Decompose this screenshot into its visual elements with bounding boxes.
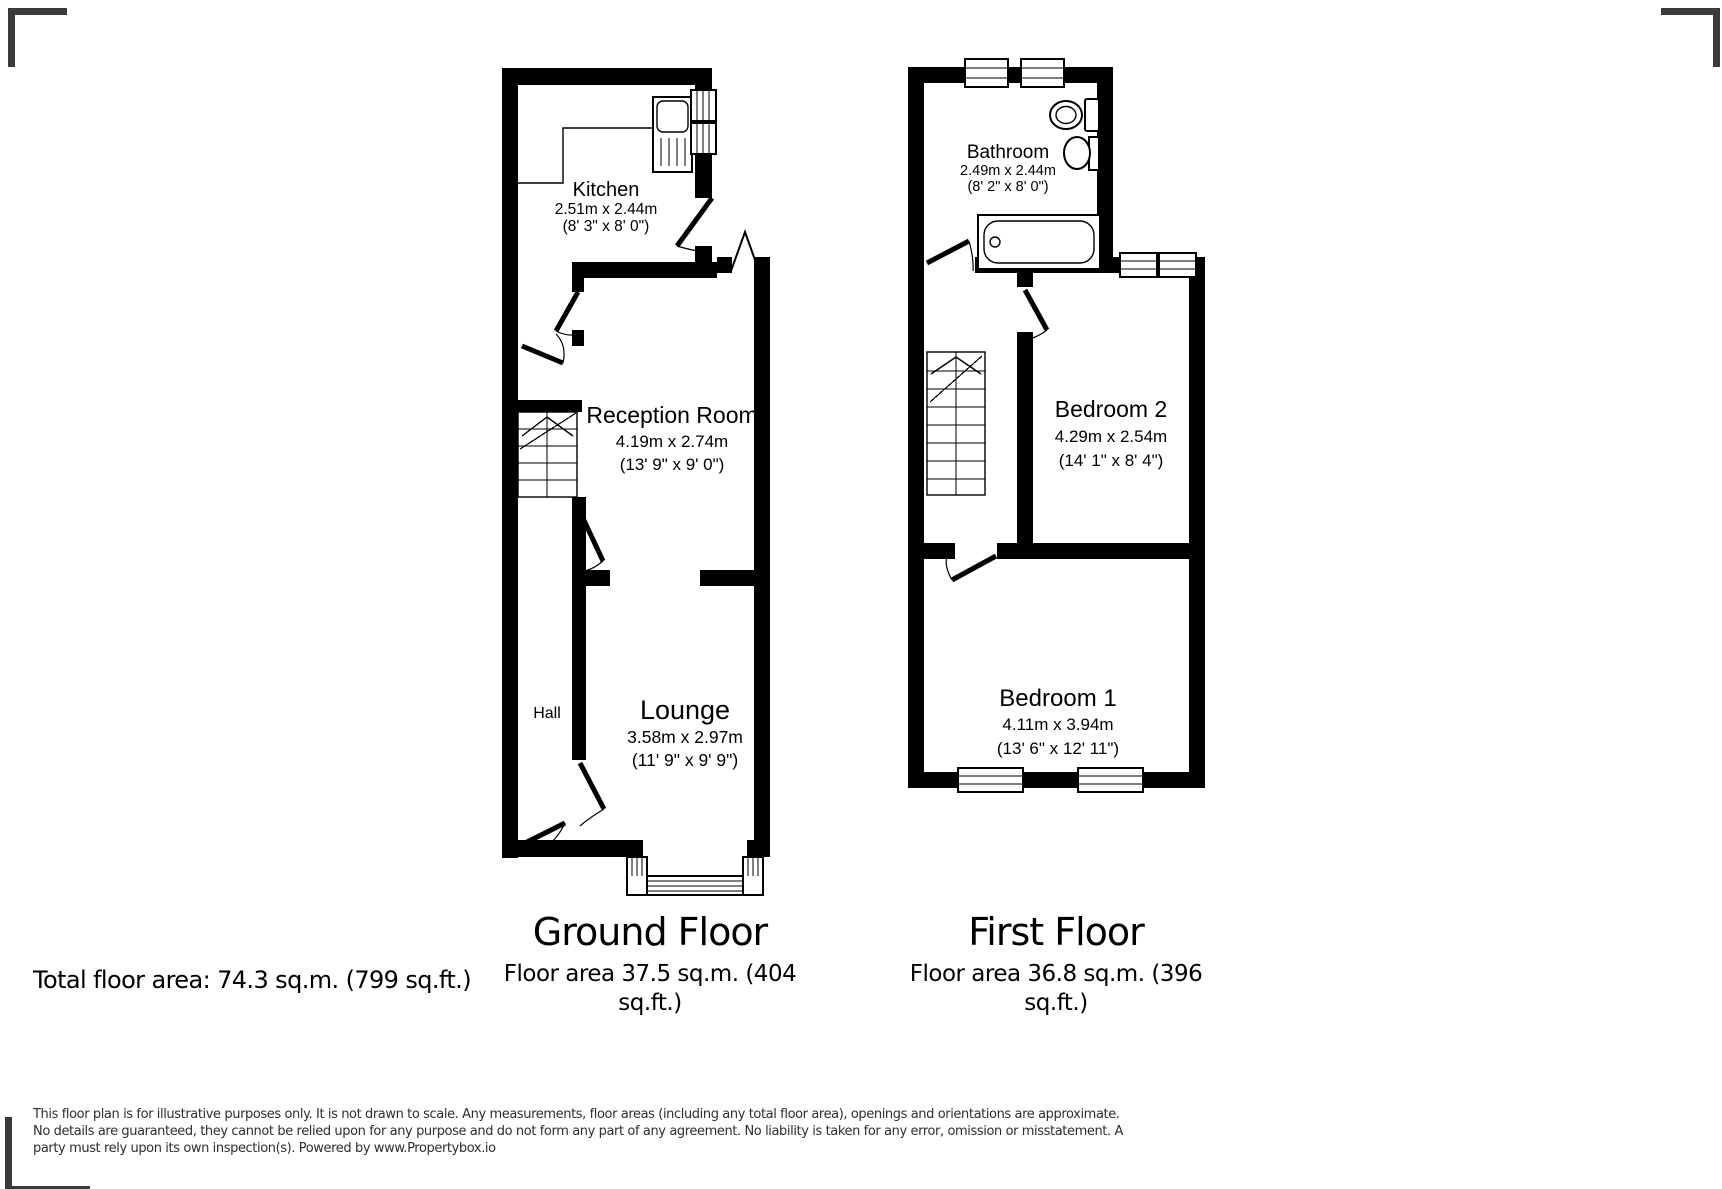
- kitchen-door: [677, 198, 712, 251]
- lounge-door: [580, 763, 604, 826]
- svg-text:Reception Room: Reception Room: [586, 402, 758, 428]
- svg-text:(13' 6" x 12' 11"): (13' 6" x 12' 11"): [996, 739, 1120, 758]
- bathroom-door: [927, 241, 973, 271]
- room-label-reception: [586, 402, 757, 474]
- room-label-bathroom: [960, 142, 1056, 195]
- reception-door-upper: [556, 292, 581, 335]
- room-label-hall: Hall: [533, 705, 561, 722]
- disclaimer-text: This floor plan is for illustrative purposes only. It is not drawn to scale. Any measurements, floor areas (including any total floor area), openings and orientations are approximate. No details are guaranteed, they cannot be relied upon for any purpose and do not form any part of any agreement. No liability is taken for any error, omission or misstatement. A party must rely upon its own inspection(s). Powered by www.Propertybox.io: [33, 1107, 1123, 1156]
- svg-text:4.19m x 2.74m: 4.19m x 2.74m: [615, 432, 729, 451]
- bathtub: [978, 215, 1100, 269]
- staircase-ground: [518, 412, 577, 497]
- kitchen-window: [691, 90, 716, 154]
- bay-window: [627, 857, 763, 895]
- kitchen-counter: [518, 128, 653, 183]
- bedroom2-door: [1025, 290, 1047, 339]
- staircase-first: [927, 352, 985, 495]
- svg-text:2.51m x 2.44m: 2.51m x 2.44m: [554, 201, 658, 218]
- toilet: [1050, 99, 1099, 131]
- svg-text:(8' 3" x 8' 0"): (8' 3" x 8' 0"): [562, 218, 650, 235]
- kitchen-sink: [653, 97, 692, 172]
- ground-floor-area: Floor area 37.5 sq.m. (404 sq.ft.): [503, 961, 797, 1016]
- total-floor-area: Total floor area: 74.3 sq.m. (799 sq.ft.): [33, 966, 471, 994]
- first-floor-plan: [908, 59, 1205, 792]
- svg-text:(13' 9" x 9' 0"): (13' 9" x 9' 0"): [619, 455, 725, 474]
- svg-text:4.29m x 2.54m: 4.29m x 2.54m: [1054, 427, 1168, 446]
- svg-text:Lounge: Lounge: [639, 695, 731, 725]
- svg-text:Bathroom: Bathroom: [966, 142, 1050, 163]
- room-label-lounge: [627, 695, 743, 770]
- room-label-bedroom2: [1055, 396, 1168, 470]
- first-floor-area: Floor area 36.8 sq.m. (396 sq.ft.): [909, 961, 1203, 1016]
- ground-floor-plan: [502, 68, 770, 895]
- bedroom2-windows: [1120, 253, 1196, 277]
- first-floor-title: First Floor: [968, 910, 1144, 954]
- sink-basin: [1064, 137, 1099, 170]
- svg-text:(14' 1" x 8' 4"): (14' 1" x 8' 4"): [1058, 451, 1164, 470]
- svg-text:(8' 2" x 8' 0"): (8' 2" x 8' 0"): [967, 179, 1049, 195]
- svg-text:3.58m x 2.97m: 3.58m x 2.97m: [627, 727, 743, 747]
- svg-text:Bedroom 1: Bedroom 1: [999, 685, 1117, 712]
- ground-floor-title: Ground Floor: [532, 910, 768, 954]
- svg-text:Bedroom 2: Bedroom 2: [1054, 396, 1168, 422]
- svg-text:(11' 9" x 9' 9"): (11' 9" x 9' 9"): [631, 750, 739, 770]
- svg-text:Kitchen: Kitchen: [572, 179, 640, 201]
- svg-text:4.11m x 3.94m: 4.11m x 3.94m: [1002, 715, 1114, 734]
- hall-door-upper: [522, 334, 564, 363]
- room-label-bedroom1: [997, 685, 1119, 758]
- bedroom1-door: [946, 556, 996, 580]
- room-label-kitchen: [555, 179, 658, 235]
- svg-text:2.49m x 2.44m: 2.49m x 2.44m: [960, 163, 1056, 179]
